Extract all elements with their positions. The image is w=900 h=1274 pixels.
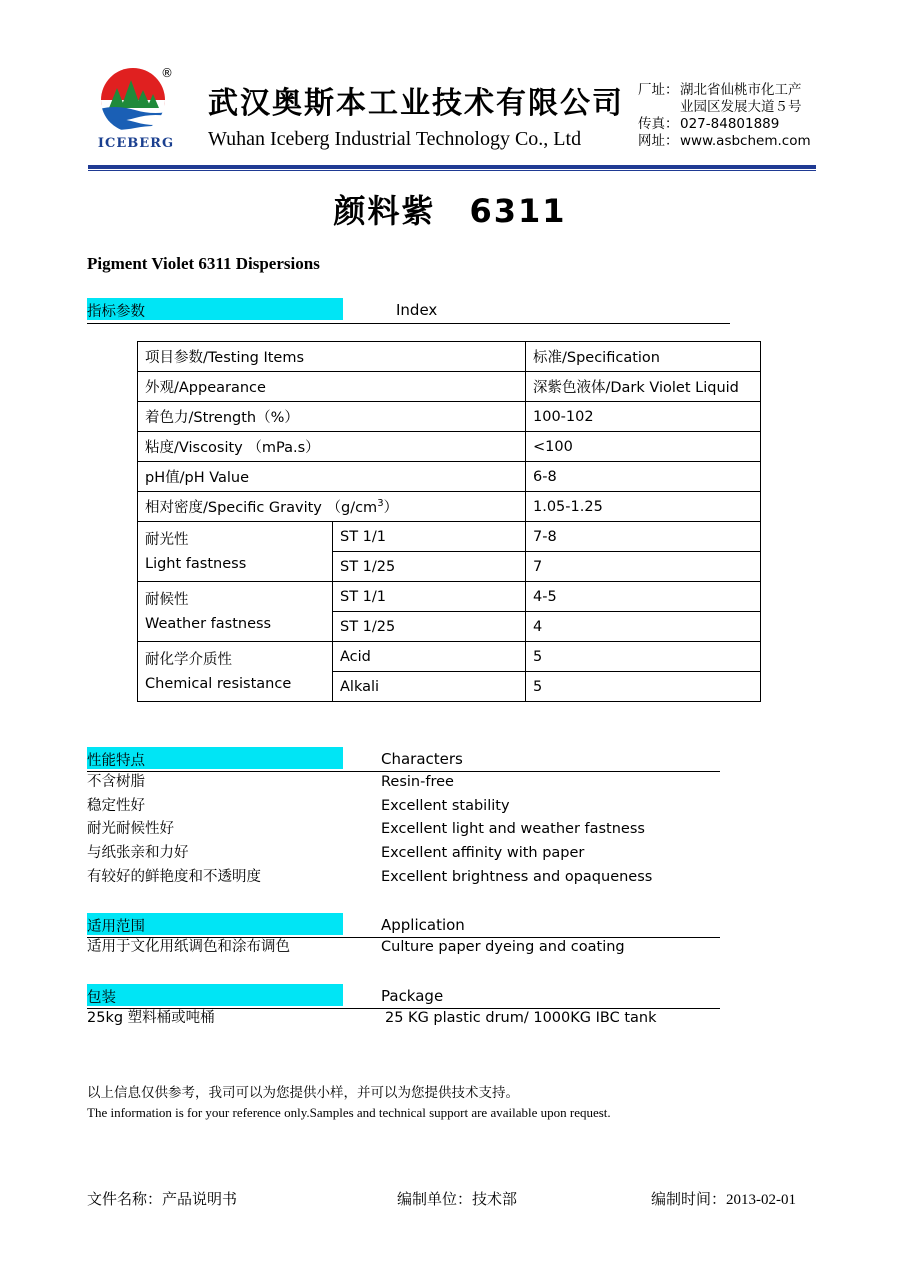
table-header-item: 项目参数/Testing Items (138, 342, 526, 372)
spec-table (137, 341, 761, 702)
fax-row: 传真： 027-84801889 (638, 116, 780, 132)
section-title-index-cn: 指标参数 (87, 304, 145, 320)
list-item: 有较好的鲜艳度和不透明度 (87, 868, 261, 885)
group-light-fastness: 耐光性 Light fastness (138, 522, 333, 582)
section-title-package-cn: 包装 (87, 990, 116, 1006)
footer-unit: 编制单位：技术部 (397, 1190, 518, 1208)
company-logo (95, 66, 177, 158)
characters-list-en (381, 771, 652, 889)
header-divider-thin (88, 170, 816, 171)
company-address-block (638, 82, 811, 150)
section-underline (87, 323, 730, 324)
application-item-cn: 适用于文化用纸调色和涂布调色 (87, 939, 290, 955)
table-row: pH值/pH Value 6-8 (138, 462, 761, 492)
group-chemical-resistance: 耐化学介质性 Chemical resistance (138, 642, 333, 702)
table-header-row (138, 342, 761, 372)
list-item: Excellent affinity with paper (381, 845, 585, 862)
list-item: Excellent stability (381, 797, 510, 814)
package-item-en: 25 KG plastic drum/ 1000KG IBC tank (385, 1010, 657, 1026)
table-header-spec: 标准/Specification (526, 342, 761, 372)
list-item: Excellent light and weather fastness (381, 821, 645, 838)
footer-file-name: 文件名称：产品说明书 (87, 1190, 238, 1208)
registered-mark: ® (161, 66, 173, 80)
website-row: 网址： www.asbchem.com (638, 133, 811, 149)
disclaimer-cn: 以上信息仅供参考，我司可以为您提供小样，并可以为您提供技术支持。 (87, 1085, 519, 1101)
footer-time: 编制时间：2013-02-01 (651, 1190, 797, 1208)
table-row: ST 1/25 7 (138, 552, 761, 582)
list-item: 耐光耐候性好 (87, 821, 174, 838)
table-row: 耐候性 Weather fastness ST 1/1 4-5 (138, 582, 761, 612)
section-title-application-en: Application (381, 916, 465, 934)
disclaimer-en: The information is for your reference only.Samples and technical support are available upon request. (87, 1105, 611, 1120)
table-row: 着色力/Strength（%） 100-102 (138, 402, 761, 432)
characters-list-cn (87, 771, 261, 889)
section-title-characters-cn: 性能特点 (87, 753, 145, 769)
table-row: 粘度/Viscosity （mPa.s） <100 (138, 432, 761, 462)
document-subtitle: Pigment Violet 6311 Dispersions (87, 254, 320, 273)
list-item: 不含树脂 (87, 774, 145, 790)
section-title-package-en: Package (381, 987, 444, 1005)
list-item: Excellent brightness and opaqueness (381, 868, 653, 885)
list-item: 稳定性好 (87, 797, 145, 814)
package-item-cn: 25kg 塑料桶或吨桶 (87, 1010, 215, 1026)
table-row: 相对密度/Specific Gravity $(g/cm^3)$ 1.05-1.25 (138, 492, 761, 522)
header-divider (88, 165, 816, 169)
list-item: Resin-free (381, 774, 454, 790)
table-row: Alkali 5 (138, 672, 761, 702)
table-row: 外观/Appearance 深紫色液体/Dark Violet Liquid (138, 372, 761, 402)
section-bar-package (87, 984, 343, 1006)
section-title-index-en: Index (396, 301, 438, 319)
address-row: 厂址： 湖北省仙桃市化工产 (638, 82, 802, 98)
company-name-en: Wuhan Iceberg Industrial Technology Co., Ltd (208, 128, 582, 150)
group-weather-fastness: 耐候性 Weather fastness (138, 582, 333, 642)
company-name-cn: 武汉奥斯本工业技术有限公司 (208, 86, 624, 121)
table-row: ST 1/25 4 (138, 612, 761, 642)
list-item: 与纸张亲和力好 (87, 845, 189, 862)
address-row: 业园区发展大道５号 (680, 99, 802, 115)
document-title: 颜料紫 6311 (333, 192, 567, 230)
logo-text: ICEBERG (97, 136, 175, 151)
application-item-en: Culture paper dyeing and coating (381, 939, 625, 955)
section-title-characters-en: Characters (381, 750, 463, 768)
table-row: 耐光性 Light fastness ST 1/1 7-8 (138, 522, 761, 552)
section-title-application-cn: 适用范围 (87, 919, 145, 935)
table-row: 耐化学介质性 Chemical resistance Acid 5 (138, 642, 761, 672)
